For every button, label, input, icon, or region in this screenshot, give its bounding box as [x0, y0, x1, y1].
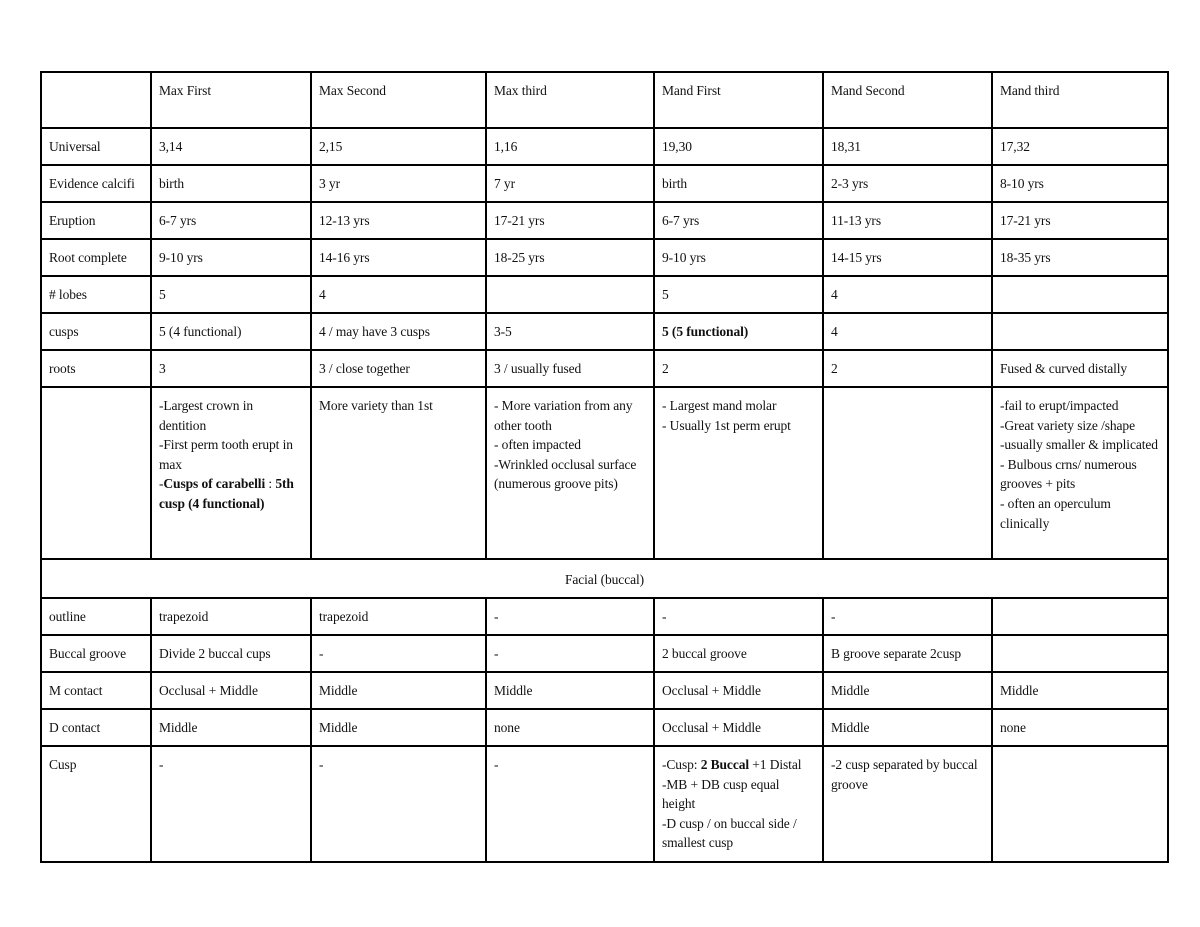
header-row: [41, 72, 1168, 128]
row-label: Root complete: [41, 239, 151, 276]
table-cell: -: [151, 746, 311, 862]
table-cell: 18-25 yrs: [486, 239, 654, 276]
table-cell: trapezoid: [311, 598, 486, 635]
table-cell: Fused & curved distally: [992, 350, 1168, 387]
table-cell: 17,32: [992, 128, 1168, 165]
header-cell: Mand third: [992, 72, 1168, 128]
table-cell: [992, 746, 1168, 862]
table-cell: trapezoid: [151, 598, 311, 635]
table-cell: 5: [151, 276, 311, 313]
table-cell: [992, 635, 1168, 672]
table-row: [41, 276, 1168, 313]
table-cell: 9-10 yrs: [151, 239, 311, 276]
table-cell: 4 / may have 3 cusps: [311, 313, 486, 350]
table-cell: birth: [654, 165, 823, 202]
note-line: - Largest mand molar: [662, 398, 777, 413]
table-cell: -: [311, 746, 486, 862]
notes-max-third: [486, 387, 654, 559]
table-cell: 3: [151, 350, 311, 387]
table-cell: 19,30: [654, 128, 823, 165]
table-cell: Middle: [823, 709, 992, 746]
table-cell: 5 (5 functional): [654, 313, 823, 350]
table-cell: -: [486, 635, 654, 672]
row-label: outline: [41, 598, 151, 635]
table-cell: 4: [823, 276, 992, 313]
table-cell: -: [654, 598, 823, 635]
table-cell: 2 buccal groove: [654, 635, 823, 672]
table-row: [41, 313, 1168, 350]
table-row: [41, 598, 1168, 635]
table-row: [41, 709, 1168, 746]
table-cell: 5: [654, 276, 823, 313]
table-cell: 3 yr: [311, 165, 486, 202]
table-cell: -: [823, 598, 992, 635]
table-cell: [992, 598, 1168, 635]
cusp-mand-first: [654, 746, 823, 862]
header-cell: Max third: [486, 72, 654, 128]
header-cell: Mand Second: [823, 72, 992, 128]
table-cell: Occlusal + Middle: [151, 672, 311, 709]
table-cell: [486, 276, 654, 313]
table-cell: Middle: [151, 709, 311, 746]
table-row: [41, 128, 1168, 165]
row-label: [41, 387, 151, 559]
note-text: +1 Distal: [749, 757, 802, 772]
note-line: -Largest crown in dentition: [159, 398, 254, 433]
table-cell: 3 / usually fused: [486, 350, 654, 387]
table-cell: 2,15: [311, 128, 486, 165]
table-cell: Middle: [992, 672, 1168, 709]
table-cell: 2: [654, 350, 823, 387]
table-row: [41, 350, 1168, 387]
table-cell: 17-21 yrs: [992, 202, 1168, 239]
table-cell: Occlusal + Middle: [654, 709, 823, 746]
table-cell: none: [992, 709, 1168, 746]
note-line: -Great variety size /shape: [1000, 417, 1135, 433]
notes-mand-second: [823, 387, 992, 559]
header-cell: [41, 72, 151, 128]
table-cell: 5 (4 functional): [151, 313, 311, 350]
table-cell: 2: [823, 350, 992, 387]
header-cell: Max First: [151, 72, 311, 128]
table-row: [41, 202, 1168, 239]
table-cell: 4: [311, 276, 486, 313]
table-cell: 8-10 yrs: [992, 165, 1168, 202]
table-cell: 14-15 yrs: [823, 239, 992, 276]
table-row: [41, 672, 1168, 709]
table-cell: 18-35 yrs: [992, 239, 1168, 276]
table-cell: birth: [151, 165, 311, 202]
note-text: -Cusp:: [662, 757, 701, 772]
table-cell: -: [311, 635, 486, 672]
note-bold: 2 Buccal: [700, 757, 750, 772]
row-label: Eruption: [41, 202, 151, 239]
table-cell: 3 / close together: [311, 350, 486, 387]
note-line: -fail to erupt/impacted: [1000, 398, 1119, 413]
table-cell: 17-21 yrs: [486, 202, 654, 239]
note-text: :: [265, 476, 276, 492]
header-cell: Mand First: [654, 72, 823, 128]
row-label: Universal: [41, 128, 151, 165]
table-cell: 9-10 yrs: [654, 239, 823, 276]
table-cell: 4: [823, 313, 992, 350]
table-cell: [992, 313, 1168, 350]
table-row: [41, 239, 1168, 276]
row-label: D contact: [41, 709, 151, 746]
notes-max-first: [151, 387, 311, 559]
table-cell: B groove separate 2cusp: [823, 635, 992, 672]
note-line: - Usually 1st perm erupt: [662, 417, 791, 433]
table-cell: -: [486, 746, 654, 862]
table-cell: 18,31: [823, 128, 992, 165]
note-line: -Wrinkled occlusal surface (numerous groove pits): [494, 456, 637, 492]
note-line: -D cusp / on buccal side / smallest cusp: [662, 815, 797, 851]
table-cell: 1,16: [486, 128, 654, 165]
note-line: [662, 755, 815, 775]
table-cell: 2-3 yrs: [823, 165, 992, 202]
table-cell: Middle: [486, 672, 654, 709]
table-cell: Middle: [823, 672, 992, 709]
table-cell: 14-16 yrs: [311, 239, 486, 276]
table-cell: 6-7 yrs: [654, 202, 823, 239]
notes-max-second: More variety than 1st: [311, 387, 486, 559]
table-cell: Divide 2 buccal cups: [151, 635, 311, 672]
row-label: cusps: [41, 313, 151, 350]
table-cell: -2 cusp separated by buccal groove: [823, 746, 992, 862]
table-row: [41, 635, 1168, 672]
note-bold: Cusps of carabelli: [163, 476, 266, 492]
molar-comparison-table: [40, 71, 1169, 863]
header-cell: Max Second: [311, 72, 486, 128]
table-cell: 6-7 yrs: [151, 202, 311, 239]
table-cell: Middle: [311, 672, 486, 709]
table-row: [41, 165, 1168, 202]
note-line: -First perm tooth erupt in max: [159, 437, 293, 472]
row-label: # lobes: [41, 276, 151, 313]
table-cell: 3,14: [151, 128, 311, 165]
table-cell: 7 yr: [486, 165, 654, 202]
cusp-row: [41, 746, 1168, 862]
note-line: - often impacted: [494, 437, 581, 453]
row-label: Buccal groove: [41, 635, 151, 672]
table-cell: 12-13 yrs: [311, 202, 486, 239]
section-row: [41, 559, 1168, 598]
note-line: [159, 474, 303, 513]
note-line: -MB + DB cusp equal height: [662, 776, 780, 812]
note-line: - Bulbous crns/ numerous grooves + pits: [1000, 456, 1137, 492]
table-cell: -: [486, 598, 654, 635]
notes-mand-third: [992, 387, 1168, 559]
note-text: -: [159, 476, 164, 492]
note-line: - often an operculum clinically: [1000, 495, 1111, 531]
row-label: Cusp: [41, 746, 151, 862]
row-label: Evidence calcifi: [41, 165, 151, 202]
table-cell: 11-13 yrs: [823, 202, 992, 239]
note-line: -usually smaller & implicated: [1000, 437, 1158, 453]
note-bold: 5th cusp (4 functional): [159, 476, 294, 511]
note-line: - More variation from any other tooth: [494, 398, 633, 433]
table-cell: Middle: [311, 709, 486, 746]
section-title: Facial (buccal): [41, 559, 1168, 598]
table-cell: none: [486, 709, 654, 746]
table-cell: [992, 276, 1168, 313]
notes-row: [41, 387, 1168, 559]
notes-mand-first: [654, 387, 823, 559]
row-label: roots: [41, 350, 151, 387]
table-cell: Occlusal + Middle: [654, 672, 823, 709]
row-label: M contact: [41, 672, 151, 709]
table-cell: 3-5: [486, 313, 654, 350]
